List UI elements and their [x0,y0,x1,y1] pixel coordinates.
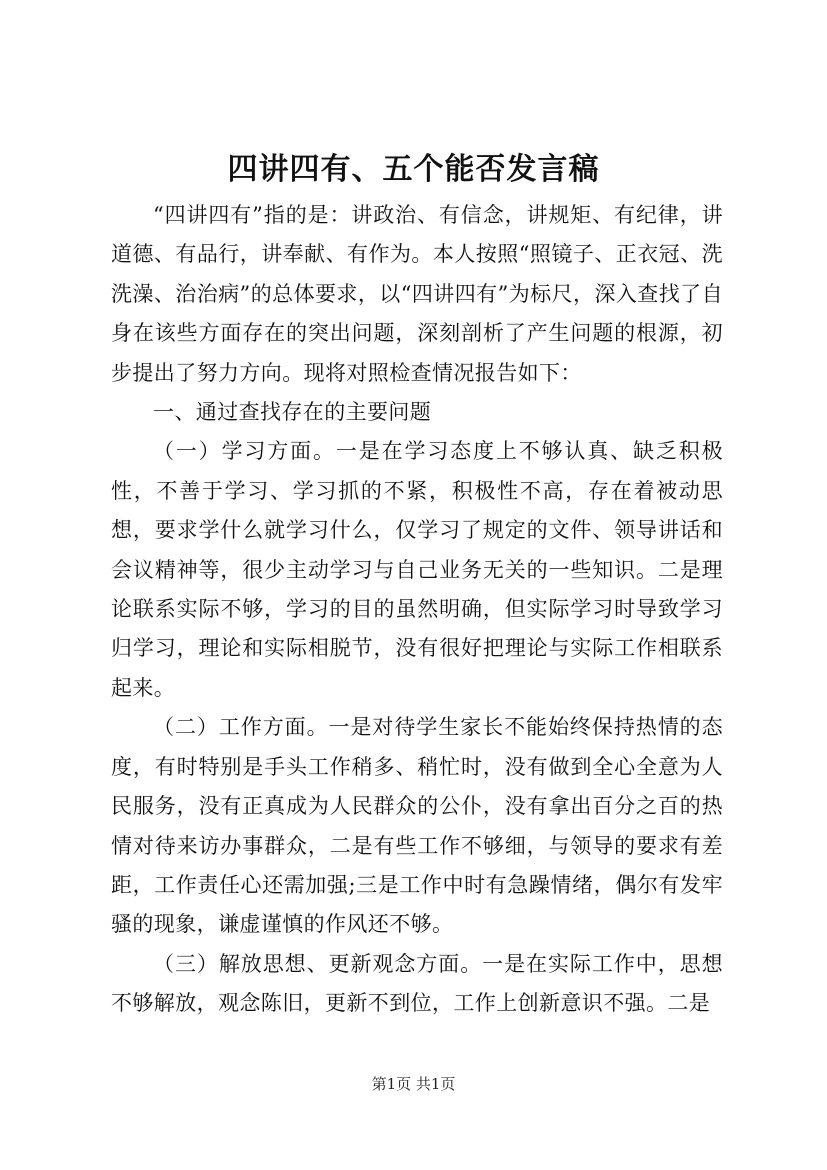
paragraph-study: （一）学习方面。一是在学习态度上不够认真、缺乏积极性，不善于学习、学习抓的不紧，积极性不高，存在着被动思想，要求学什么就学习什么，仅学习了规定的文件、领导讲话和会议精神等，很少主动学习与自己业务无关的一些知识。二是理论联系实际不够，学习的目的虽然明确，但实际学习时导致学习归学习，理论和实际相脱节，没有很好把理论与实际工作相联系起来。 [111,439,723,700]
document-body [111,196,723,1024]
section-heading-main-problems: 一、通过查找存在的主要问题 [153,400,432,425]
page-footer: 第1页 共1页 [371,1075,456,1093]
document-title: 四讲四有、五个能否发言稿 [227,152,600,187]
paragraph-intro: “四讲四有”指的是：讲政治、有信念，讲规矩、有纪律，讲道德、有品行，讲奉献、有作为。本人按照“照镜子、正衣冠、洗洗澡、治治病”的总体要求，以“四讲四有”为标尺，深入查找了自身在该些方面存在的突出问题，深刻剖析了产生问题的根源，初步提出了努力方向。现将对照检查情况报告如下： [111,203,723,385]
paragraph-work: （二）工作方面。一是对待学生家长不能始终保持热情的态度，有时特别是手头工作稍多、稍忙时，没有做到全心全意为人民服务，没有正真成为人民群众的公仆，没有拿出百分之百的热情对待来访办事群众，二是有些工作不够细，与领导的要求有差距，工作责任心还需加强;三是工作中时有急躁情绪，偶尔有发牢骚的现象，谦虚谨慎的作风还不够。 [111,715,723,937]
paragraph-thinking: （三）解放思想、更新观念方面。一是在实际工作中，思想不够解放，观念陈旧，更新不到位，工作上创新意识不强。二是 [111,951,723,1016]
